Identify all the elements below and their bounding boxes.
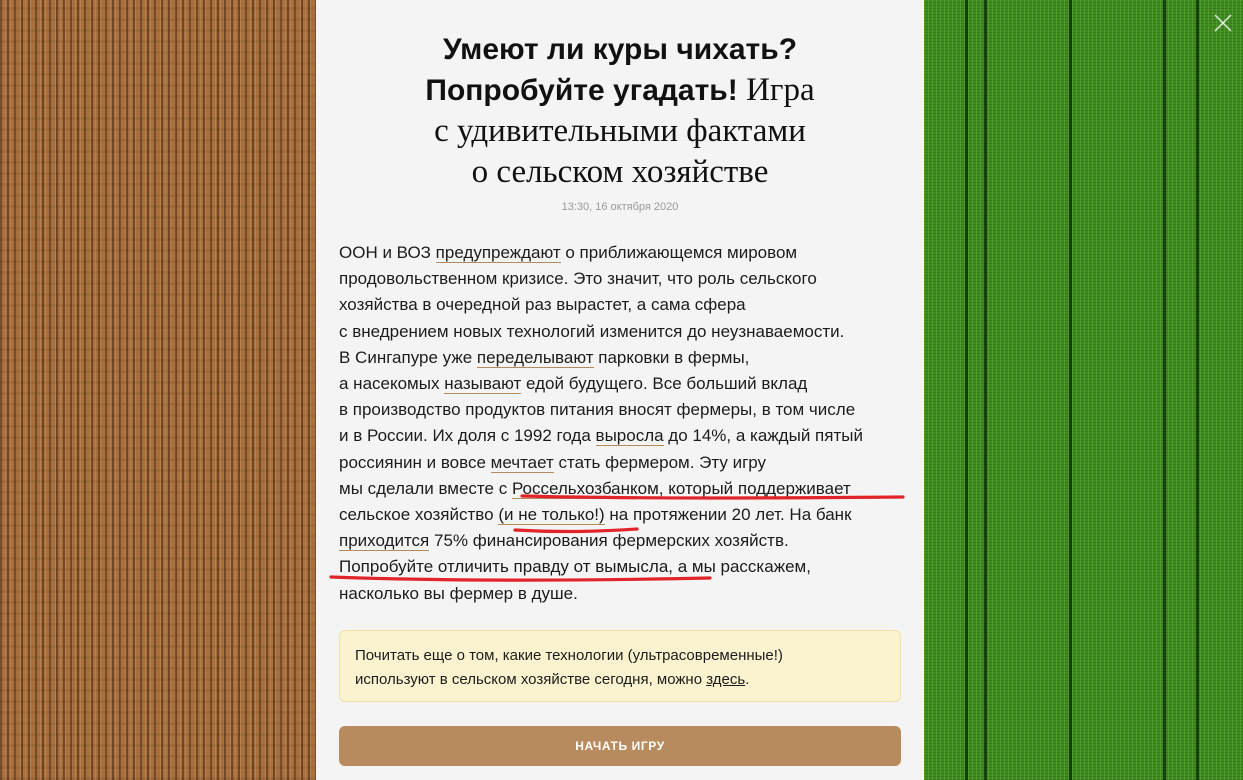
note-here-link[interactable]: здесь — [706, 671, 746, 688]
link-rosselkhozbank[interactable]: Россельхозбанком — [511, 478, 659, 498]
body-line: с внедрением новых технологий изменится до неузнаваемости. — [339, 321, 845, 341]
publish-date: 13:30, 16 октября 2020 — [561, 201, 679, 213]
article-body — [339, 240, 914, 607]
body-line: В Сингапуре уже переделывают парковки в фермы, — [339, 347, 750, 367]
field-tramline — [1163, 0, 1166, 780]
start-game-button[interactable]: НАЧАТЬ ИГРУ — [339, 726, 901, 766]
link-dream[interactable]: мечтает — [490, 452, 554, 472]
link-remake[interactable]: переделывают — [476, 347, 594, 367]
close-button[interactable] — [1210, 10, 1236, 36]
note-line-1: Почитать еще о том, какие технологии (ультрасовременные!) — [355, 647, 783, 664]
body-line: продовольственном кризисе. Это значит, что роль сельского — [339, 269, 817, 289]
field-tramline — [1069, 0, 1072, 780]
link-call[interactable]: называют — [444, 374, 522, 394]
article-panel — [316, 0, 924, 780]
article-title — [316, 30, 924, 193]
link-accounts[interactable]: приходится — [339, 531, 430, 551]
body-line: ООН и ВОЗ предупреждают о приближающемся мировом — [339, 243, 798, 262]
body-line: мы сделали вместе с Россельхозбанком, который поддерживает — [339, 478, 851, 498]
close-icon — [1210, 10, 1236, 36]
note-line-2: используют в сельском хозяйстве сегодня, можно здесь. — [355, 671, 750, 688]
body-line: хозяйства в очередной раз вырастет, а сама сфера — [339, 295, 746, 315]
field-tramline — [1196, 0, 1199, 780]
body-line: Попробуйте отличить правду от вымысла, а мы расскажем, — [339, 557, 811, 577]
title-serif-line-1: Игра — [746, 72, 815, 108]
body-line: а насекомых называют едой будущего. Все больший вклад — [339, 374, 808, 394]
title-bold-line-2: Попробуйте угадать! — [425, 74, 738, 107]
title-serif-line-3: о сельском хозяйстве — [471, 154, 769, 190]
body-line: сельское хозяйство (и не только!) на протяжении 20 лет. На банк — [339, 505, 852, 525]
plowed-field-background — [0, 0, 316, 780]
green-field-background — [924, 0, 1243, 780]
link-not-only[interactable]: (и не только!) — [498, 505, 605, 525]
body-line: в производство продуктов питания вносят фермеры, в том числе — [339, 400, 856, 420]
body-line: россиянин и вовсе мечтает стать фермером. Эту игру — [339, 452, 767, 472]
body-line: насколько вы фермер в душе. — [339, 583, 578, 603]
title-bold-line-1: Умеют ли куры чихать? — [442, 33, 798, 66]
link-warn[interactable]: предупреждают — [435, 243, 561, 262]
title-serif-line-2: с удивительными фактами — [434, 113, 806, 149]
body-line: приходится 75% финансирования фермерских хозяйств. — [339, 531, 789, 551]
field-tramline — [965, 0, 968, 780]
link-grew[interactable]: выросла — [595, 426, 664, 446]
related-note — [339, 630, 901, 702]
field-tramline — [984, 0, 987, 780]
body-line: и в России. Их доля с 1992 года выросла до 14%, а каждый пятый — [339, 426, 863, 446]
